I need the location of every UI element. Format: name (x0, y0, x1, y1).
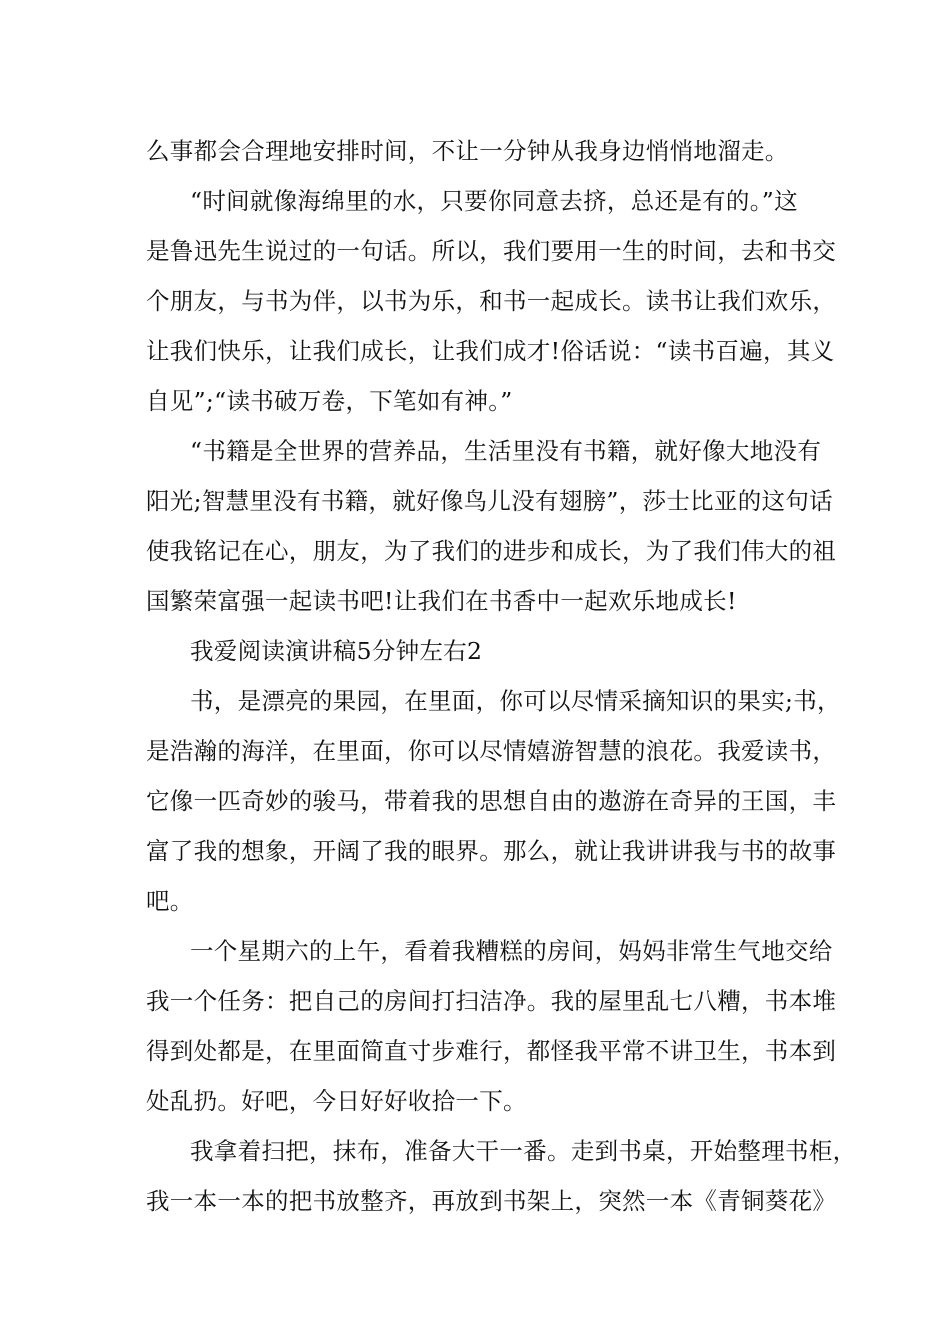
text-line: 我拿着扫把，抹布，准备大干一番。走到书桌，开始整理书柜， (190, 1137, 857, 1165)
text-line: 我一本一本的把书放整齐，再放到书架上，突然一本《青铜葵花》 (146, 1187, 837, 1215)
text-line: 书，是漂亮的果园，在里面，你可以尽情采摘知识的果实;书， (190, 687, 841, 715)
text-line: 个朋友，与书为伴，以书为乐，和书一起成长。读书让我们欢乐， (146, 287, 837, 315)
text-line: 我一个任务：把自己的房间打扫洁净。我的屋里乱七八糟，书本堆 (146, 987, 837, 1015)
text-line: 得到处都是，在里面简直寸步难行，都怪我平常不讲卫生，书本到 (146, 1037, 837, 1065)
text-line: 自见”;“读书破万卷，下笔如有神。” (146, 387, 513, 415)
text-line: 让我们快乐，让我们成长，让我们成才!俗话说：“读书百遍，其义 (146, 337, 835, 365)
text-line: 处乱扔。好吧，今日好好收拾一下。 (146, 1087, 527, 1115)
text-line: 么事都会合理地安排时间，不让一分钟从我身边悄悄地溜走。 (146, 137, 789, 165)
text-line: 它像一匹奇妙的骏马，带着我的思想自由的遨游在奇异的王国，丰 (146, 787, 837, 815)
text-line: 是浩瀚的海洋，在里面，你可以尽情嬉游智慧的浪花。我爱读书， (146, 737, 837, 765)
text-line: 阳光;智慧里没有书籍，就好像鸟儿没有翅膀”，莎士比亚的这句话 (146, 487, 833, 515)
text-line: 富了我的想象，开阔了我的眼界。那么，就让我讲讲我与书的故事 (146, 837, 837, 865)
text-line: 一个星期六的上午，看着我糟糕的房间，妈妈非常生气地交给 (190, 937, 833, 965)
text-line: 使我铭记在心，朋友，为了我们的进步和成长，为了我们伟大的祖 (146, 537, 837, 565)
text-line: 吧。 (146, 887, 194, 915)
text-line: 是鲁迅先生说过的一句话。所以，我们要用一生的时间，去和书交 (146, 237, 837, 265)
text-line: “书籍是全世界的营养品，生活里没有书籍，就好像大地没有 (190, 437, 822, 465)
section-heading: 我爱阅读演讲稿5分钟左右2 (190, 637, 483, 665)
text-line: “时间就像海绵里的水，只要你同意去挤，总还是有的。”这 (190, 187, 798, 215)
text-line: 国繁荣富强一起读书吧!让我们在书香中一起欢乐地成长! (146, 587, 737, 615)
